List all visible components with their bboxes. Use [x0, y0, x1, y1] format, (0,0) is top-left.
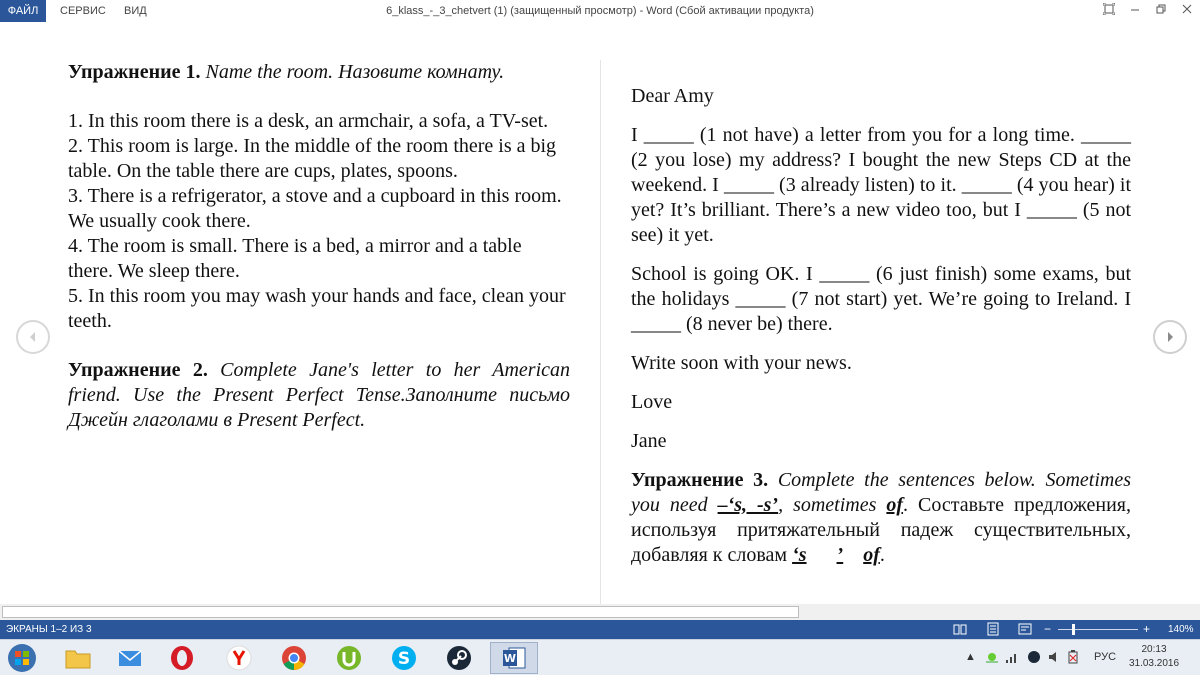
- screen-counter: ЭКРАНЫ 1–2 ИЗ 3: [6, 624, 92, 635]
- utorrent-icon[interactable]: [325, 642, 373, 674]
- svg-text:S: S: [397, 649, 411, 669]
- exercise-1-task: Name the room. Назовите комнату.: [200, 61, 505, 83]
- menu-service[interactable]: СЕРВИС: [60, 5, 106, 17]
- exercise-1-item: 5. In this room you may wash your hands and face, clean your teeth.: [68, 285, 566, 332]
- opera-icon[interactable]: [158, 642, 206, 674]
- restore-icon[interactable]: [1148, 0, 1174, 22]
- language-indicator[interactable]: РУС: [1094, 651, 1117, 663]
- svg-text:W: W: [503, 652, 517, 665]
- exercise-1-item: 1. In this room there is a desk, an armchair, a sofa, a TV-set.: [68, 110, 549, 132]
- exercise-3-heading: Упражнение 3.: [631, 469, 769, 491]
- exercise-1-heading: Упражнение 1.: [68, 61, 201, 83]
- exercise-3-s-marker: –‘s, -s’: [717, 494, 779, 516]
- exercise-2-title: [68, 358, 570, 433]
- chrome-icon[interactable]: [270, 642, 318, 674]
- skype-icon[interactable]: [380, 642, 428, 674]
- window-title: 6_klass_-_3_chetvert (1) (защищенный просмотр) - Word (Сбой активации продукта): [386, 5, 814, 17]
- volume-icon[interactable]: [1047, 640, 1061, 675]
- zoom-in-button[interactable]: +: [1143, 622, 1151, 636]
- letter-closing: Love: [631, 391, 673, 413]
- status-bar: [0, 620, 1200, 639]
- minimize-icon[interactable]: [1122, 0, 1148, 22]
- exercise-3-of-marker: of: [886, 494, 904, 516]
- clock-date: 31.03.2016: [1128, 658, 1180, 669]
- word-icon[interactable]: [490, 642, 538, 674]
- previous-screen-button[interactable]: [16, 320, 50, 354]
- steam-icon[interactable]: [435, 642, 483, 674]
- exercise-3-end-dot: .: [879, 544, 885, 566]
- letter-paragraph-3: Write soon with your news.: [631, 352, 852, 374]
- zoom-slider[interactable]: [1058, 629, 1138, 630]
- exercise-3-title: [631, 468, 1131, 568]
- document-area: [0, 22, 1200, 604]
- menu-file[interactable]: ФАЙЛ: [0, 0, 46, 22]
- fullscreen-icon[interactable]: [1096, 0, 1122, 22]
- taskbar: [0, 639, 1200, 675]
- exercise-2-task: Complete Jane's letter to her American friend. Use the Present Perfect Tense.Заполните письмо Джейн глаголами в Present Perfect.: [68, 359, 570, 431]
- column-divider: [600, 60, 601, 605]
- read-mode-icon[interactable]: [953, 622, 967, 636]
- close-icon[interactable]: [1174, 0, 1200, 22]
- web-layout-icon[interactable]: [1018, 622, 1032, 636]
- exercise-1-title: [68, 60, 570, 85]
- next-screen-button[interactable]: [1153, 320, 1187, 354]
- network-status-icon[interactable]: [985, 640, 999, 675]
- right-column: [631, 84, 1131, 568]
- print-layout-icon[interactable]: [986, 622, 1000, 636]
- show-hidden-icons[interactable]: ▲: [965, 651, 976, 663]
- exercise-1-item: 4. The room is small. There is a bed, a mirror and a table there. We sleep there.: [68, 235, 522, 282]
- exercise-3-task-a: Complete the sentences below. Sometimes you need: [631, 469, 1131, 516]
- exercise-3-end-apostrophe: ’: [836, 544, 844, 566]
- steam-tray-icon[interactable]: [1027, 640, 1041, 675]
- exercise-3-end-of: of: [863, 544, 880, 566]
- exercise-1-item: 2. This room is large. In the middle of the room there is a big table. On the table there are cups, plates, spoons.: [68, 135, 557, 182]
- exercise-3-task-b: , sometimes: [778, 494, 887, 516]
- left-column: [68, 60, 570, 433]
- battery-icon[interactable]: [1067, 640, 1079, 675]
- exercise-3-task-c: . Составьте предложения, используя притяжательный падеж существительных, добавляя к словам: [631, 494, 1131, 566]
- windows-start-button[interactable]: [4, 642, 42, 674]
- exercise-3-end-s: ‘s: [792, 544, 807, 566]
- letter-paragraph-2: School is going OK. I _____ (6 just finish) some exams, but the holidays _____ (7 not start) yet. We’re going to Ireland. I _____ (8 never be) there.: [631, 263, 1131, 335]
- signal-icon[interactable]: [1005, 640, 1019, 675]
- file-explorer-icon[interactable]: [54, 642, 102, 674]
- letter-greeting: Dear Amy: [631, 85, 714, 107]
- letter-signature: Jane: [631, 430, 667, 452]
- zoom-out-button[interactable]: −: [1044, 622, 1052, 636]
- system-clock[interactable]: [1124, 643, 1184, 671]
- zoom-level[interactable]: 140%: [1168, 624, 1194, 635]
- yandex-browser-icon[interactable]: [215, 642, 263, 674]
- menu-view[interactable]: ВИД: [124, 5, 147, 17]
- horizontal-scrollbar[interactable]: [0, 604, 1200, 620]
- mail-icon[interactable]: [106, 642, 154, 674]
- letter-paragraph-1: I _____ (1 not have) a letter from you for a long time. _____ (2 you lose) my address? I bought the new Steps CD at the weekend. I _____ (3 already listen) to it. _____ (4 you hear) it yet? It’s brilliant. There’s a new video too, but I _____ (5 not see) it yet.: [631, 124, 1131, 246]
- exercise-2-heading: Упражнение 2.: [68, 359, 208, 381]
- title-bar: [0, 0, 1200, 22]
- clock-time: 20:13: [1141, 644, 1167, 655]
- zoom-slider-thumb[interactable]: [1072, 624, 1075, 635]
- exercise-1-item: 3. There is a refrigerator, a stove and a cupboard in this room. We usually cook there.: [68, 185, 562, 232]
- scrollbar-thumb[interactable]: [2, 606, 799, 618]
